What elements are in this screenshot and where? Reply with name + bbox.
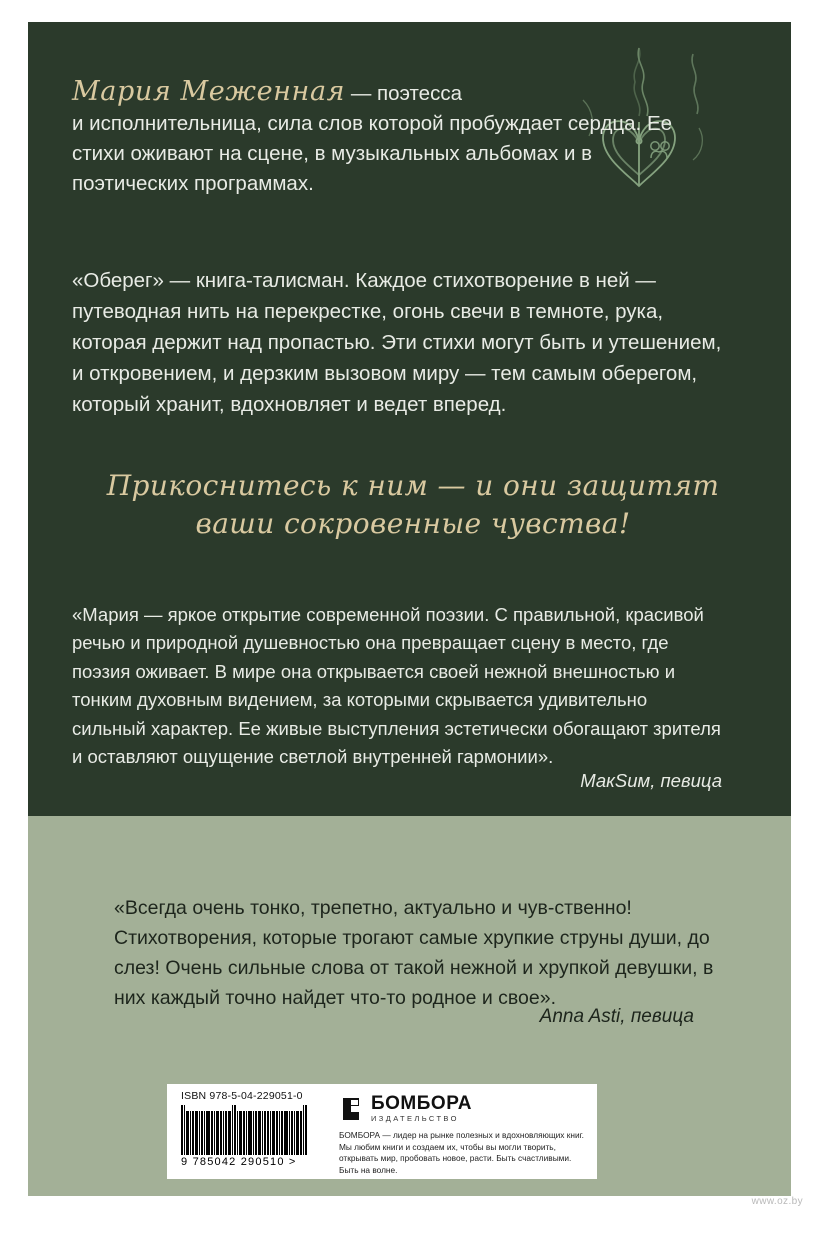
barcode-image bbox=[181, 1105, 329, 1155]
intro-block bbox=[72, 56, 712, 219]
intro-after-name: — поэтесса bbox=[345, 81, 462, 105]
publisher-area bbox=[335, 1084, 597, 1179]
intro-paragraph bbox=[72, 77, 712, 199]
bombora-mark-icon bbox=[339, 1096, 363, 1122]
callout-text bbox=[68, 467, 758, 543]
quote-anna-asti: «Всегда очень тонко, трепетно, актуально и чув-ственно! Стихотворения, которые трогают самые хрупкие струны души, до слез! Очень сильные слова от такой нежной и хрупкой девушки, в них каждый точно найдет что-то родное и свое». bbox=[114, 896, 714, 1009]
callout-line-2: ваши сокровенные чувства! bbox=[195, 507, 631, 540]
author-name: Мария Меженная bbox=[72, 75, 346, 107]
book-description: «Оберег» — книга-талисман. Каждое стихотворение в ней — путеводная нить на перекрестке, огонь свечи в темноте, рука, которая держит над пропастью. Эти стихи могут быть и утешением, и откровением, и дерзким вызовом миру — тем самым оберегом, который хранит, вдохновляет и ведет вперед. bbox=[72, 268, 722, 416]
publisher-subtitle: ИЗДАТЕЛЬСТВО bbox=[371, 1114, 459, 1123]
intro-rest: и исполнительница, сила слов которой пробуждает сердца. Ее стихи оживают на сцене, в музыкальных альбомах и в поэтических программах. bbox=[72, 111, 673, 195]
publisher-name: БОМБОРА bbox=[371, 1093, 472, 1114]
publisher-header bbox=[339, 1094, 587, 1123]
quote-maksim-attribution: МакSим, певица bbox=[580, 770, 722, 791]
isbn-area bbox=[167, 1084, 335, 1179]
isbn-publisher-box bbox=[167, 1084, 597, 1179]
site-watermark: www.oz.by bbox=[751, 1196, 803, 1207]
publisher-description: БОМБОРА — лидер на рынке полезных и вдохновляющих книг. Мы любим книги и создаем их, чтобы вы могли творить, открывать мир, пробовать новое, расти. Быть счастливыми. Быть на волне. bbox=[339, 1130, 584, 1175]
quote-anna-asti-attribution: Anna Asti, певица bbox=[539, 1006, 694, 1027]
barcode-digits: 9 785042 290510 > bbox=[181, 1156, 297, 1168]
quote-maksim: «Мария — яркое открытие современной поэзии. С правильной, красивой речью и природной душевностью она превращает сцену в место, где поэзия оживает. В мире она открывается своей нежной внешностью и тонким духовным видением, за которыми скрывается удивительно сильный характер. Ее живые выступления эстетически обогащают зрителя и оставляют ощущение светлой внутренней гармонии». bbox=[72, 603, 721, 767]
dark-panel bbox=[28, 22, 791, 816]
callout-line-1: Прикоснитесь к ним — и они защитят bbox=[106, 469, 720, 502]
isbn-number: ISBN 978-5-04-229051-0 bbox=[181, 1090, 303, 1102]
